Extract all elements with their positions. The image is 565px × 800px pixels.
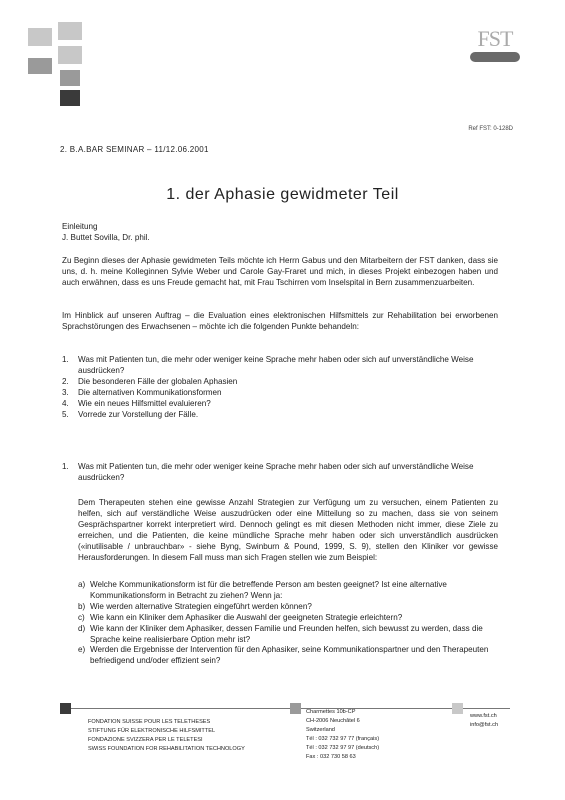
topic-list bbox=[62, 355, 498, 420]
list-number: 5. bbox=[62, 409, 69, 419]
list-text: Werden die Ergebnisse der Intervention für den Aphasiker, seine Kommunikationspartner und den Therapeuten befriedigend und/oder effizient sein? bbox=[90, 645, 489, 666]
footer-square-icon bbox=[290, 703, 301, 714]
section-heading bbox=[62, 462, 498, 484]
footer-address-line: Charmettes 10b-CP bbox=[306, 709, 356, 715]
paragraph-mandate: Im Hinblick auf unseren Auftrag – die Evaluation eines elektronischen Hilfsmittels zur Rehabilitation bei erworbenen Sprachstörungen des Erwachsenen – möchte ich die folgenden Punkte behandeln: bbox=[62, 311, 498, 331]
footer-address-line: CH-2006 Neuchâtel 6 bbox=[306, 718, 360, 724]
list-item bbox=[62, 377, 498, 388]
list-letter: c) bbox=[78, 612, 85, 622]
footer-org-line: FONDATION SUISSE POUR LES TELETHESES bbox=[88, 719, 211, 725]
list-item bbox=[78, 602, 498, 613]
list-letter: d) bbox=[78, 623, 86, 633]
list-item bbox=[78, 624, 498, 646]
section-text: Was mit Patienten tun, die mehr oder weniger keine Sprache mehr haben oder sich auf unverständliche Weise ausdrücken? bbox=[78, 462, 474, 482]
list-text: Was mit Patienten tun, die mehr oder weniger keine Sprache mehr haben oder sich auf unverständliche Weise ausdrücken? bbox=[78, 355, 474, 375]
intro-block bbox=[62, 222, 498, 244]
paragraph-acknowledgement: Zu Beginn dieses der Aphasie gewidmeten Teils möchte ich Herrn Gabus und den Mitarbeitern der FST danken, dass sie uns, d. h. meine Kolleginnen Sylvie Weber und Carole Gay-Fraret und mich, in dieses Projekt einbezogen haben und auch erwähnen, dass es uns Freude gemacht hat, mit Frau Tschirren vom Inselspital in Bern zusammenzuarbeiten. bbox=[62, 256, 498, 287]
list-item bbox=[62, 355, 498, 377]
logo-text: FST bbox=[477, 26, 513, 51]
section-number: 1. bbox=[62, 462, 69, 471]
fst-logo bbox=[470, 28, 520, 68]
page-title: 1. der Aphasie gewidmeter Teil bbox=[166, 186, 399, 203]
list-number: 2. bbox=[62, 376, 69, 386]
question-list bbox=[78, 580, 498, 667]
footer-web bbox=[470, 712, 498, 730]
footer-website-link[interactable]: www.fst.ch bbox=[470, 713, 497, 719]
seminar-line: 2. B.A.BAR SEMINAR – 11/12.06.2001 bbox=[60, 145, 209, 154]
list-item bbox=[62, 410, 498, 421]
footer-address-line: Tél : 032 732 97 97 (deutsch) bbox=[306, 745, 380, 751]
list-letter: b) bbox=[78, 601, 86, 611]
footer-org-line: STIFTUNG FÜR ELEKTRONISCHE HILFSMITTEL bbox=[88, 728, 216, 734]
list-text: Welche Kommunikationsform ist für die betreffende Person am besten geeignet? Ist eine alternative Kommunikationsform in Betracht zu ziehen? Wenn ja: bbox=[90, 580, 447, 600]
footer-divider bbox=[60, 708, 510, 709]
footer-org-line: FONDAZIONE SVIZZERA PER LE TELETESI bbox=[88, 737, 203, 743]
footer-organisation bbox=[88, 718, 245, 754]
list-text: Die alternativen Kommunikationsformen bbox=[78, 387, 222, 397]
list-item bbox=[78, 613, 498, 624]
list-item bbox=[62, 388, 498, 399]
list-text: Wie kann ein Kliniker dem Aphasiker die Auswahl der geeigneten Strategie erleichtern? bbox=[90, 612, 403, 622]
list-item bbox=[78, 580, 498, 602]
list-number: 1. bbox=[62, 355, 69, 364]
footer-address-line: Switzerland bbox=[306, 727, 335, 733]
list-item bbox=[62, 399, 498, 410]
list-text: Vorrede zur Vorstellung der Fälle. bbox=[78, 409, 199, 419]
list-letter: e) bbox=[78, 645, 86, 655]
list-text: Wie werden alternative Strategien eingeführt werden können? bbox=[90, 601, 312, 611]
footer-address bbox=[306, 708, 379, 762]
reference-number: Ref FST: 0-128D bbox=[468, 126, 513, 132]
logo-wave-icon bbox=[470, 52, 520, 62]
list-text: Die besonderen Fälle der globalen Aphasien bbox=[78, 376, 238, 386]
footer-square-icon bbox=[60, 703, 71, 714]
footer-address-line: Tél : 032 732 97 77 (français) bbox=[306, 736, 380, 742]
intro-authors: J. Buttet Sovilla, Dr. phil. bbox=[62, 232, 150, 242]
list-text: Wie kann der Kliniker dem Aphasiker, dessen Familie und Freunden helfen, sich bewusst zu werden, dass die Sprache keine realisierbare Option mehr ist? bbox=[90, 623, 483, 644]
list-item bbox=[78, 645, 498, 667]
list-letter: a) bbox=[78, 580, 86, 589]
paragraph-strategies: Dem Therapeuten stehen eine gewisse Anzahl Strategien zur Verfügung um zu versuchen, einem Patienten zu helfen, sich auf verständliche Weise auszudrücken oder eine Mitteilung so zu machen, dass sie von seinem Gesprächspartner korrekt interpretiert wird. Dennoch gelingt es mit diesen Methoden nicht immer, diese Ziele zu erreichen, und die Patienten, die keine mündliche Sprache mehr haben oder sich unverständlich ausdrücken («inutilisable / unbrauchbar» - siehe Byng, Swinburn & Pound, 1999, S. 9), stellen den Kliniker vor gewisse Herausforderungen. In diesem Fall muss man sich Fragen stellen wie zum Beispiel: bbox=[78, 498, 498, 562]
list-number: 4. bbox=[62, 398, 69, 408]
footer-org-line: SWISS FOUNDATION FOR REHABILITATION TECHNOLOGY bbox=[88, 746, 245, 752]
footer-square-icon bbox=[452, 703, 463, 714]
list-number: 3. bbox=[62, 387, 69, 397]
intro-heading: Einleitung bbox=[62, 222, 98, 231]
list-text: Wie ein neues Hilfsmittel evaluieren? bbox=[78, 398, 211, 408]
footer-email-link[interactable]: info@fst.ch bbox=[470, 722, 499, 728]
footer-address-line: Fax : 032 730 58 63 bbox=[306, 754, 356, 760]
